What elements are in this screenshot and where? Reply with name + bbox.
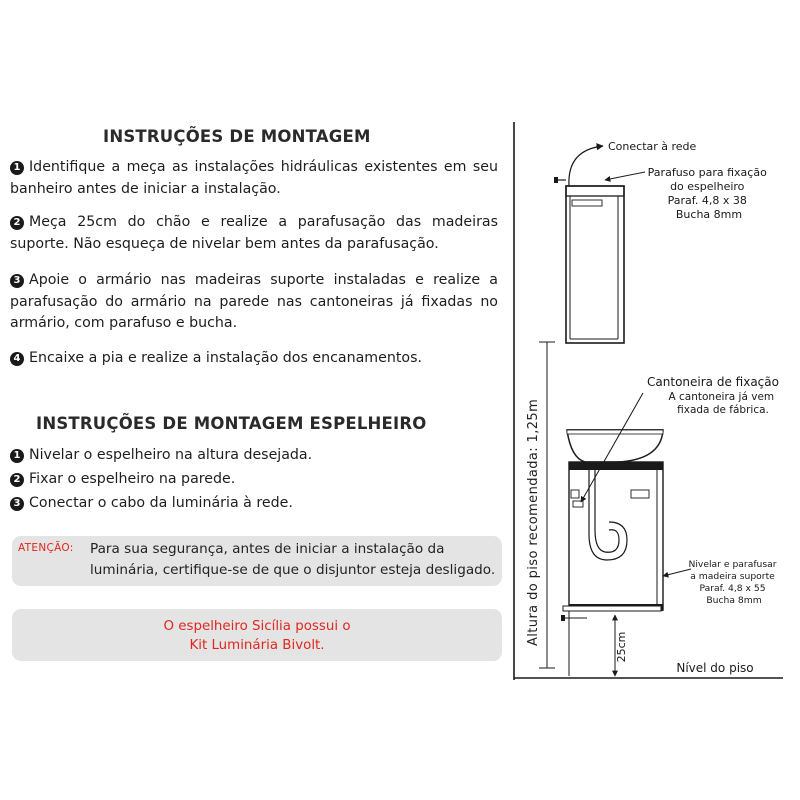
step-number-badge: 2 xyxy=(10,473,24,487)
mirror-title: INSTRUÇÕES DE MONTAGEM ESPELHEIRO xyxy=(36,414,427,433)
height-label: Altura do piso recomendada: 1,25m xyxy=(526,398,541,646)
step-number-badge: 1 xyxy=(10,449,24,463)
bracket-note: A cantoneira já vem fixada de fábrica. xyxy=(668,391,775,416)
cable-arrow xyxy=(569,146,603,186)
step-number-badge: 3 xyxy=(10,274,24,288)
warning-text: Para sua segurança, antes de iniciar a instalação da luminária, certifique-se de que o disjuntor esteja desligado. xyxy=(90,541,496,578)
mirror-step-3 xyxy=(10,493,293,513)
assembly-step-4 xyxy=(10,348,498,370)
installation-diagram xyxy=(505,110,795,690)
info-text xyxy=(12,617,502,655)
step-text: Meça 25cm do chão e realize a parafusação das madeiras suporte. Não esqueça de nivelar bem antes da parafusação. xyxy=(10,214,498,252)
dim-25-label: 25cm xyxy=(615,631,628,663)
step-number-badge: 2 xyxy=(10,216,24,230)
assembly-step-2 xyxy=(10,212,498,255)
step-text: Conectar o cabo da luminária à rede. xyxy=(29,495,293,511)
mirror-step-1 xyxy=(10,445,312,465)
info-line-1: O espelheiro Sicília possui o xyxy=(163,619,351,634)
warning-label: ATENÇÃO: xyxy=(18,542,74,554)
step-number-badge: 1 xyxy=(10,161,24,175)
drain-pipe xyxy=(595,462,619,552)
bracket-title: Cantoneira de fixação xyxy=(647,375,779,389)
floor-label: Nível do piso xyxy=(676,661,754,675)
mirror-cabinet xyxy=(554,177,624,343)
step-text: Identifique a meça as instalações hidráulicas existentes em seu banheiro antes de iniciar a instalação. xyxy=(10,159,498,197)
assembly-step-1 xyxy=(10,157,498,200)
assembly-title: INSTRUÇÕES DE MONTAGEM xyxy=(103,127,371,146)
level-note: Nivelar e parafusar a madeira suporte Paraf. 4,8 x 55 Bucha 8mm xyxy=(688,559,777,606)
connect-label: Conectar à rede xyxy=(608,140,697,153)
assembly-step-3 xyxy=(10,270,498,335)
info-box xyxy=(12,609,502,661)
sink-basin xyxy=(567,430,663,462)
step-number-badge: 3 xyxy=(10,497,24,511)
screw-mirror-note: Parafuso para fixação do espelheiro Paraf. 4,8 x 38 Bucha 8mm xyxy=(647,166,767,221)
step-number-badge: 4 xyxy=(10,352,24,366)
step-text: Encaixe a pia e realize a instalação dos encanamentos. xyxy=(29,350,422,366)
step-text: Fixar o espelheiro na parede. xyxy=(29,471,236,487)
vanity-cabinet xyxy=(569,462,663,611)
step-text: Apoie o armário nas madeiras suporte instaladas e realize a parafusação do armário na parede nas cantoneiras já fixadas no armário, com parafuso e bucha. xyxy=(10,272,498,331)
support-wood xyxy=(563,606,661,611)
mirror-step-2 xyxy=(10,469,235,489)
info-line-2: Kit Luminária Bivolt. xyxy=(189,638,325,653)
step-text: Nivelar o espelheiro na altura desejada. xyxy=(29,447,313,463)
warning-box xyxy=(12,536,502,586)
